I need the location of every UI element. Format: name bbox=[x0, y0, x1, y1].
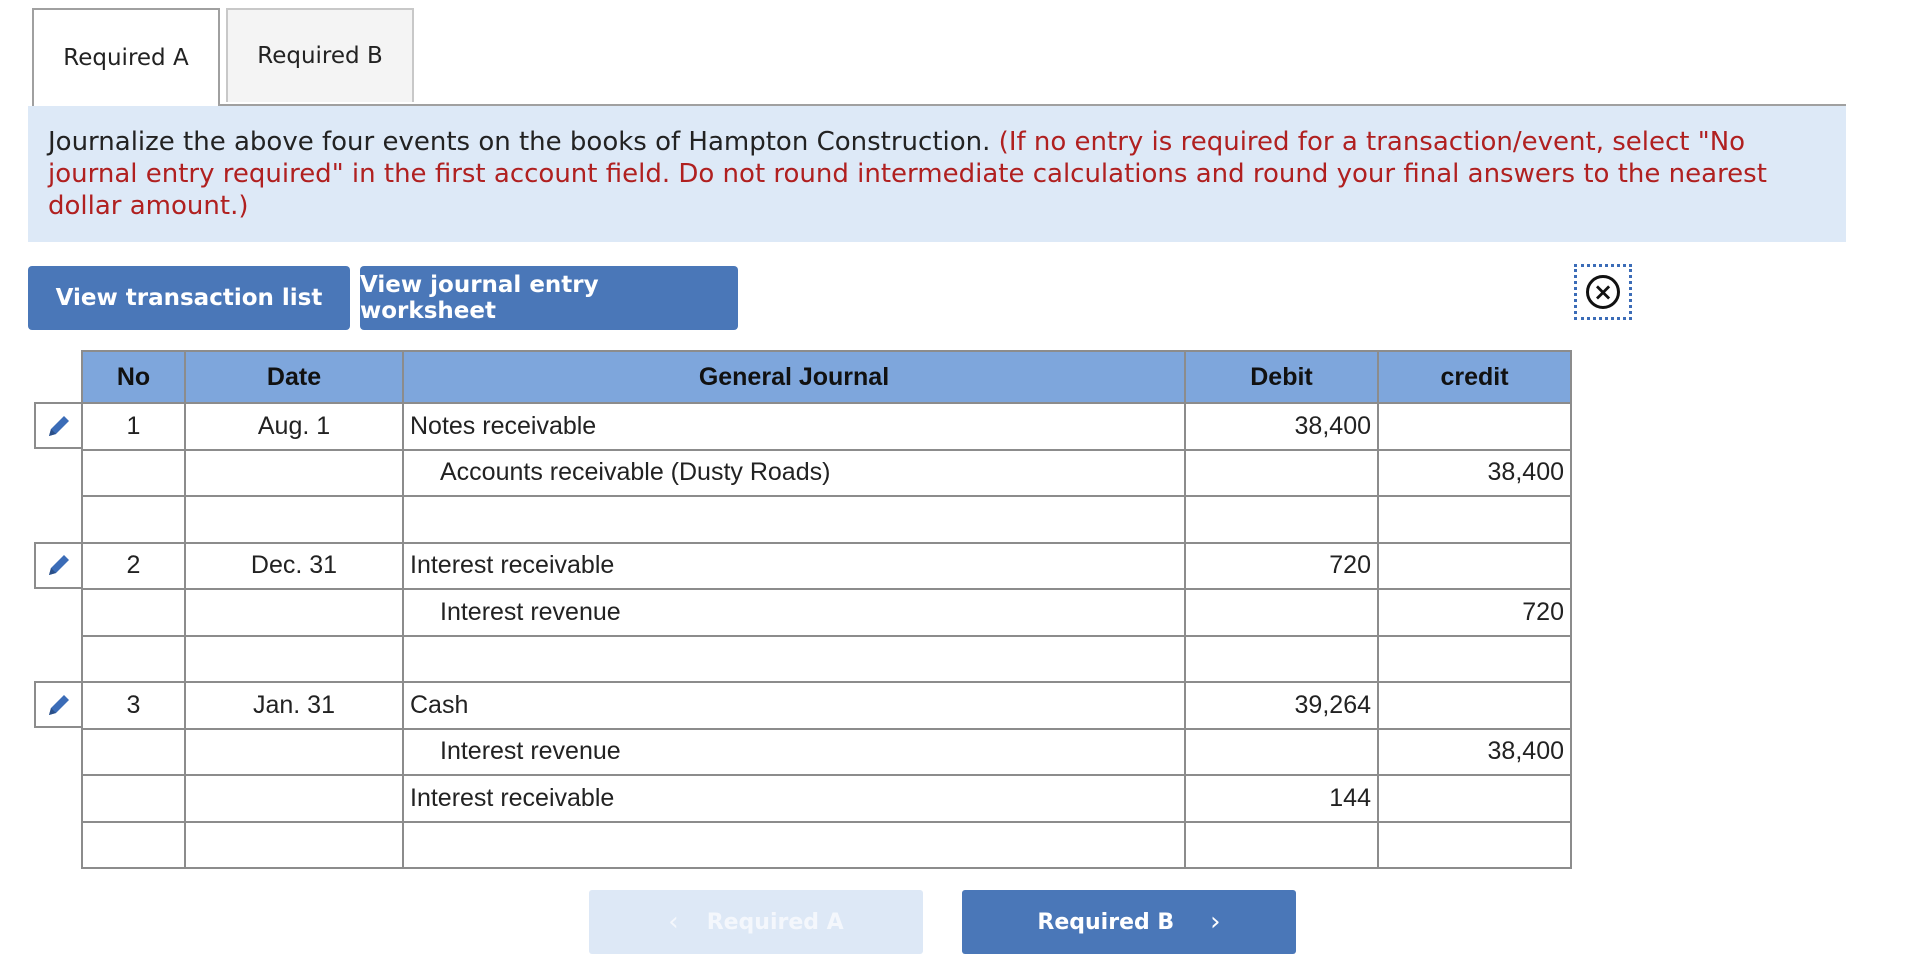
table-header-row bbox=[82, 351, 1571, 403]
cell-account bbox=[403, 636, 1185, 683]
cell-date: Aug. 1 bbox=[185, 403, 403, 450]
tab-bar bbox=[32, 8, 1846, 106]
cell-no bbox=[82, 496, 185, 543]
header-debit: Debit bbox=[1185, 351, 1378, 403]
header-credit: credit bbox=[1378, 351, 1571, 403]
cell-account: Interest revenue bbox=[403, 729, 1185, 776]
cell-account: Interest revenue bbox=[403, 589, 1185, 636]
cell-date bbox=[185, 822, 403, 869]
cell-credit: 38,400 bbox=[1378, 729, 1571, 776]
cell-no bbox=[82, 589, 185, 636]
cell-credit: 38,400 bbox=[1378, 450, 1571, 497]
cell-credit bbox=[1378, 822, 1571, 869]
cell-account: Accounts receivable (Dusty Roads) bbox=[403, 450, 1185, 497]
next-label: Required B bbox=[1037, 909, 1175, 935]
cell-no: 2 bbox=[82, 543, 185, 590]
instruction-note: (If no entry is required for a transaction/event, select "No journal entry required" in the first account field. Do not round intermediate calculations and round your final answers to the nearest dollar amount.) bbox=[48, 127, 1767, 221]
cell-credit bbox=[1378, 543, 1571, 590]
cell-date bbox=[185, 775, 403, 822]
cell-credit bbox=[1378, 682, 1571, 729]
edit-entry-button[interactable] bbox=[34, 681, 81, 728]
cell-no: 3 bbox=[82, 682, 185, 729]
cell-no bbox=[82, 822, 185, 869]
pencil-icon bbox=[45, 691, 73, 719]
pencil-icon bbox=[45, 551, 73, 579]
chevron-right-icon: › bbox=[1210, 907, 1221, 937]
table-row bbox=[82, 450, 1571, 497]
edit-entry-button[interactable] bbox=[34, 542, 81, 589]
tab-required-b[interactable]: Required B bbox=[226, 8, 414, 102]
header-general-journal: General Journal bbox=[403, 351, 1185, 403]
table-row bbox=[82, 543, 1571, 590]
edit-entry-button[interactable] bbox=[34, 402, 81, 449]
cell-account: Interest receivable bbox=[403, 775, 1185, 822]
header-date: Date bbox=[185, 351, 403, 403]
cell-date bbox=[185, 496, 403, 543]
cell-credit bbox=[1378, 775, 1571, 822]
cell-date: Jan. 31 bbox=[185, 682, 403, 729]
table-row bbox=[82, 403, 1571, 450]
cell-credit bbox=[1378, 403, 1571, 450]
cell-debit bbox=[1185, 822, 1378, 869]
cell-debit bbox=[1185, 636, 1378, 683]
view-transaction-list-button[interactable]: View transaction list bbox=[28, 266, 350, 330]
cell-account bbox=[403, 822, 1185, 869]
cell-account: Cash bbox=[403, 682, 1185, 729]
cell-date bbox=[185, 636, 403, 683]
cell-no bbox=[82, 450, 185, 497]
cell-debit: 39,264 bbox=[1185, 682, 1378, 729]
cell-date bbox=[185, 729, 403, 776]
table-row bbox=[82, 822, 1571, 869]
table-row bbox=[82, 682, 1571, 729]
cell-no bbox=[82, 729, 185, 776]
cell-no bbox=[82, 775, 185, 822]
cell-account: Interest receivable bbox=[403, 543, 1185, 590]
cell-no bbox=[82, 636, 185, 683]
prev-required-a-button bbox=[589, 890, 923, 954]
chevron-left-icon: ‹ bbox=[668, 907, 679, 937]
pencil-icon bbox=[45, 412, 73, 440]
cell-debit bbox=[1185, 729, 1378, 776]
cell-debit bbox=[1185, 450, 1378, 497]
prev-label: Required A bbox=[706, 909, 844, 935]
cell-account: Notes receivable bbox=[403, 403, 1185, 450]
cell-date bbox=[185, 450, 403, 497]
table-row bbox=[82, 775, 1571, 822]
cell-date: Dec. 31 bbox=[185, 543, 403, 590]
table-row bbox=[82, 729, 1571, 776]
cell-debit bbox=[1185, 496, 1378, 543]
next-required-b-button[interactable] bbox=[962, 890, 1296, 954]
instruction-text: Journalize the above four events on the books of Hampton Construction. bbox=[48, 127, 991, 157]
close-circle-icon: × bbox=[1586, 275, 1620, 309]
cell-debit bbox=[1185, 589, 1378, 636]
cell-credit: 720 bbox=[1378, 589, 1571, 636]
cell-credit bbox=[1378, 636, 1571, 683]
tab-required-a[interactable]: Required A bbox=[32, 8, 220, 106]
table-row bbox=[82, 636, 1571, 683]
cell-credit bbox=[1378, 496, 1571, 543]
cell-debit: 144 bbox=[1185, 775, 1378, 822]
cell-no: 1 bbox=[82, 403, 185, 450]
cell-debit: 720 bbox=[1185, 543, 1378, 590]
close-button[interactable] bbox=[1574, 264, 1632, 320]
table-row bbox=[82, 496, 1571, 543]
cell-date bbox=[185, 589, 403, 636]
instruction-box bbox=[28, 106, 1846, 242]
table-row bbox=[82, 589, 1571, 636]
journal-table bbox=[81, 350, 1572, 869]
header-no: No bbox=[82, 351, 185, 403]
view-journal-entry-worksheet-button[interactable]: View journal entry worksheet bbox=[360, 266, 738, 330]
cell-account bbox=[403, 496, 1185, 543]
cell-debit: 38,400 bbox=[1185, 403, 1378, 450]
